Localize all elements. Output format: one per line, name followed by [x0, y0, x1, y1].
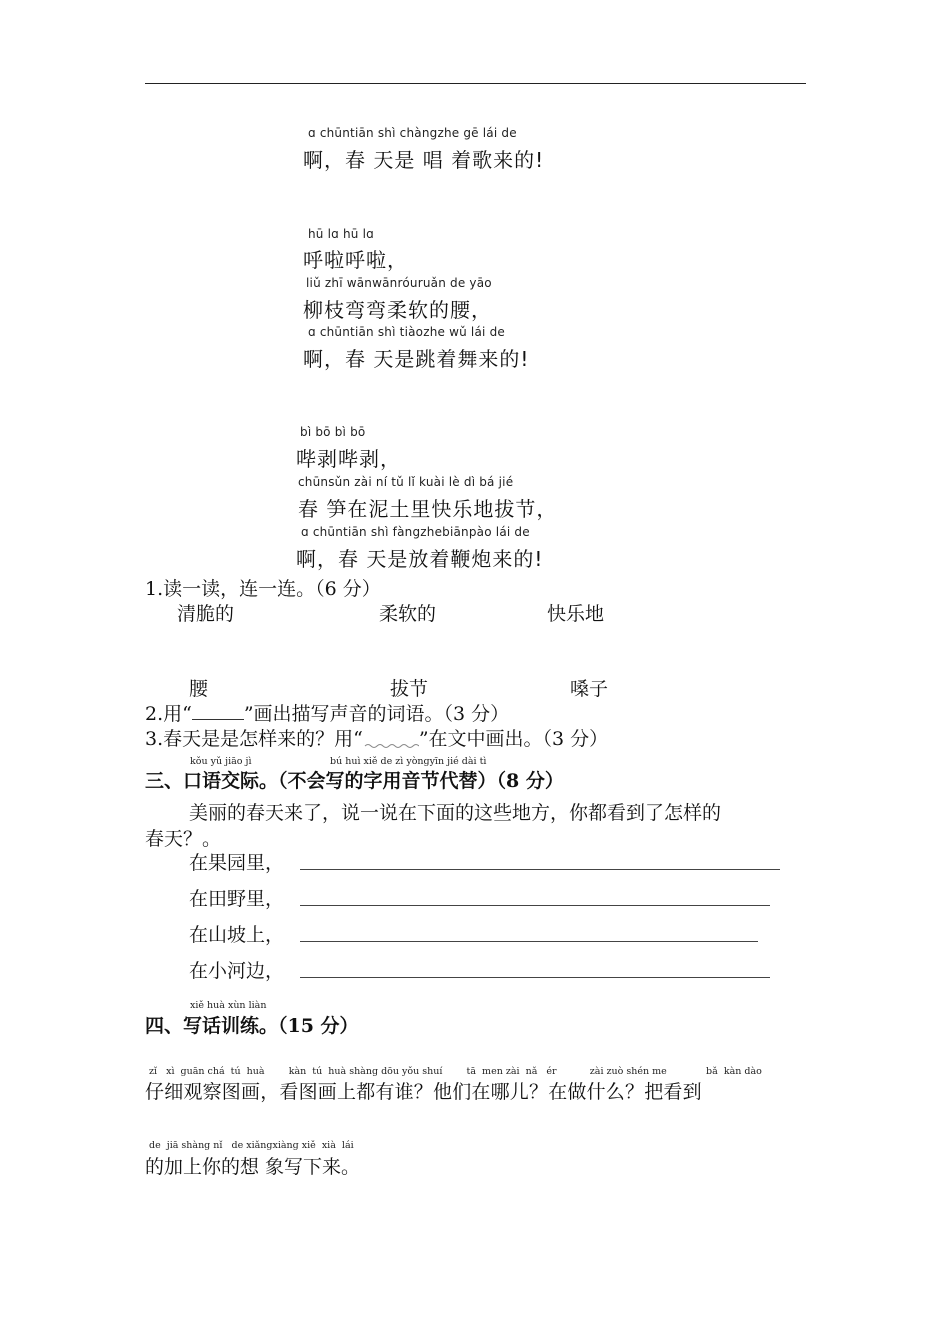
place-label-field: 在田野里，: [189, 888, 285, 910]
poem-line: 柳枝弯弯柔软的腰，: [303, 298, 492, 322]
writing-prompt-pinyin: zǐ xì guān chá tú huà kàn tú huà shàng dōu yǒu shuí tā men zài nǎ ér zài zuò shén me bǎ kàn dào: [149, 1066, 762, 1077]
poem-line: 呼啦呼啦，: [303, 248, 408, 272]
place-label-orchard: 在果园里，: [189, 852, 285, 874]
section-4-title-pinyin: xiě huà xùn liàn: [190, 1000, 267, 1011]
question-3-prompt: [145, 724, 608, 751]
poem-line: 啊，春 天是 唱 着歌来的!: [303, 148, 545, 172]
poem-pinyin: ɑ chūntiān shì tiàozhe wǔ lái de: [308, 325, 505, 339]
poem-line: 啊，春 天是跳着舞来的!: [303, 347, 530, 371]
match-word: 快乐地: [547, 603, 605, 625]
poem-pinyin: chūnsǔn zài ní tǔ lǐ kuài lè dì bá jié: [298, 475, 514, 489]
section-3-intro: 美丽的春天来了，说一说在下面的这些地方，你都看到了怎样的: [189, 802, 722, 824]
writing-prompt: 仔细观察图画，看图画上都有谁？他们在哪儿？在做什么？把看到: [145, 1081, 702, 1103]
question-2-prompt: [145, 699, 509, 726]
match-word: 腰: [189, 678, 209, 700]
poem-pinyin: bì bō bì bō: [300, 425, 366, 439]
question-3-suffix: ”在文中画出。（3 分）: [418, 728, 609, 750]
section-3-intro-cont: 春天？。: [145, 828, 222, 850]
poem-line: 啊，春 天是放着鞭炮来的!: [296, 547, 544, 571]
poem-pinyin: liǔ zhī wānwānróuruǎn de yāo: [306, 276, 492, 290]
poem-line: 哔剥哔剥，: [296, 447, 401, 471]
header-rule: [145, 83, 806, 84]
writing-prompt-pinyin: de jiā shàng nǐ de xiǎngxiàng xiě xià lái: [149, 1140, 354, 1151]
answer-line-river[interactable]: [300, 977, 770, 978]
answer-line-field[interactable]: [300, 905, 770, 906]
poem-line: 春 笋在泥土里快乐地拔节，: [298, 497, 558, 521]
place-label-hillside: 在山坡上，: [189, 924, 285, 946]
poem-pinyin: ɑ chūntiān shì chàngzhe gē lái de: [308, 126, 517, 140]
section-3-note-pinyin: bú huì xiě de zì yòngyīn jié dài tì: [330, 756, 487, 767]
match-word: 拔节: [390, 678, 429, 700]
question-3-prefix: 3.春天是是怎样来的？用“: [145, 728, 363, 750]
match-word: 清脆的: [177, 603, 235, 625]
place-label-river: 在小河边，: [189, 960, 285, 982]
match-word: 嗓子: [570, 678, 609, 700]
straight-underline-sample: [192, 705, 244, 720]
question-1-prompt: 1.读一读，连一连。（6 分）: [145, 578, 381, 600]
poem-pinyin: ɑ chūntiān shì fàngzhebiānpào lái de: [301, 525, 530, 539]
section-3-title-pinyin: kǒu yǔ jiāo jì: [190, 756, 252, 767]
section-3-title: 三、口语交际。（不会写的字用音节代替）（8 分）: [145, 770, 564, 792]
answer-line-orchard[interactable]: [300, 869, 780, 870]
poem-pinyin: hū lɑ hū lɑ: [308, 227, 374, 241]
section-4-title: 四、写话训练。（15 分）: [145, 1015, 359, 1037]
match-word: 柔软的: [379, 603, 437, 625]
writing-prompt-cont: 的加上你的想 象写下来。: [145, 1156, 361, 1178]
answer-line-hillside[interactable]: [300, 941, 758, 942]
question-2-prefix: 2.用“: [145, 703, 192, 725]
question-2-suffix: ”画出描写声音的词语。（3 分）: [243, 703, 510, 725]
wavy-underline-sample: [363, 731, 419, 749]
